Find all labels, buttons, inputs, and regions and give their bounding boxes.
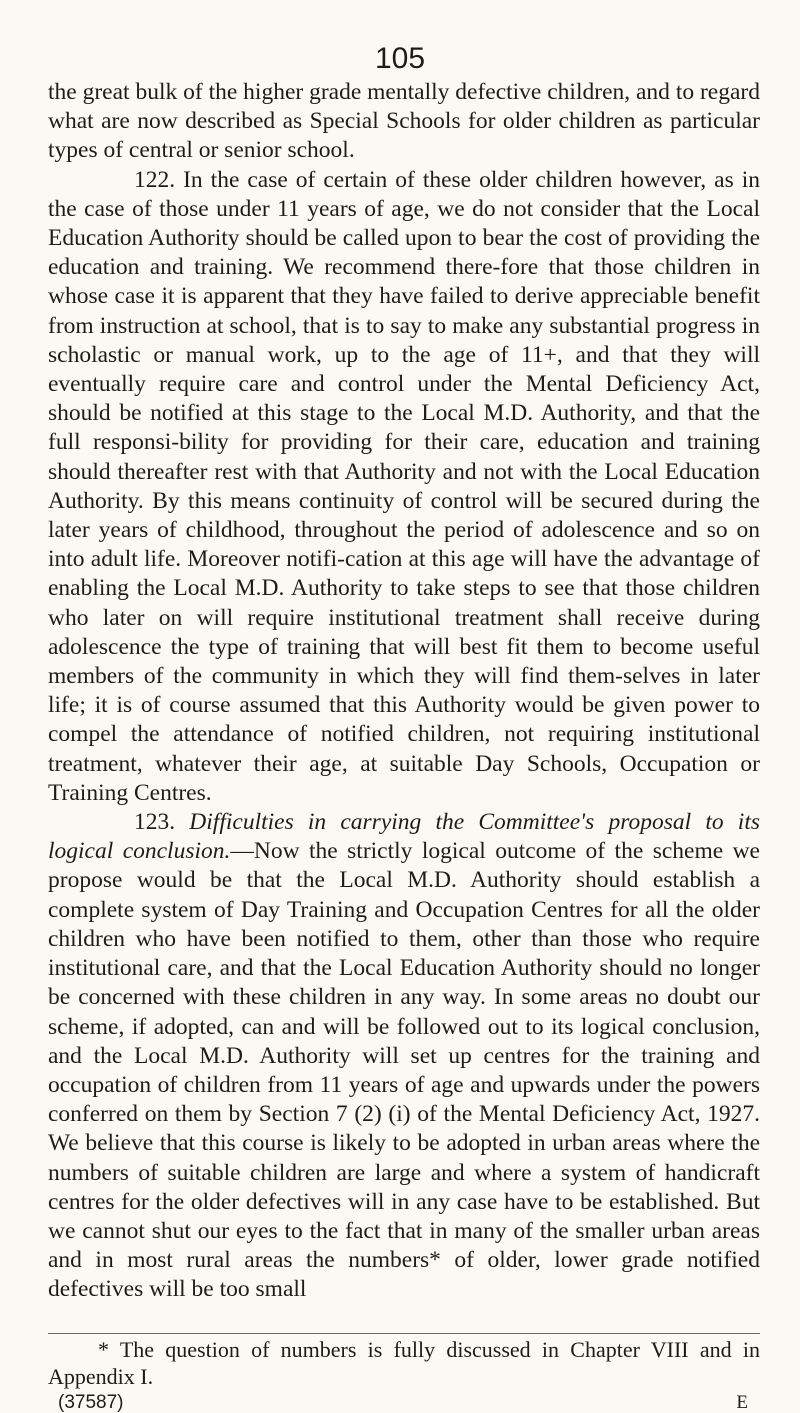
page-number: 105 [374, 42, 426, 75]
print-code: (37587) [58, 1392, 124, 1413]
footnote [48, 1336, 760, 1390]
paragraph-123-number: 123. [134, 809, 176, 836]
continuation-paragraph: the great bulk of the higher grade mentally defective children, and to regard what are now described as Special Schools for older children as particular types of central or senior school. [48, 79, 760, 164]
paragraph-123 [48, 808, 760, 1304]
paragraph-123-body: —Now the strictly logical outcome of the scheme we propose would be that the Local M.D. Authority should establish a complete system of Day Training and Occupation Centres for all the older children who have been notified to them, other than those who require institutional care, and that the Local Education Authority should no longer be concerned with these children in any way. In some areas no doubt our scheme, if adopted, can and will be followed out to its logical conclusion, and the Local M.D. Authority will set up centres for the training and occupation of children from 11 years of age and upwards under the powers conferred on them by Section 7 (2) (i) of the Mental Deficiency Act, 1927. We believe that this course is likely to be adopted in urban areas where the numbers of suitable children are large and where a system of handicraft centres for the older defectives will in any case have to be established. But we cannot shut our eyes to the fact that in many of the smaller urban areas and in most rural areas the numbers* of older, lower grade notified defectives will be too small [48, 838, 760, 1303]
footnote-divider [48, 1333, 760, 1334]
paragraph-122: 122. In the case of certain of these older children however, as in the case of those under 11 years of age, we do not consider that the Local Education Authority should be called upon to bear the cost of providing the education and training. We recommend there-fore that those children in whose case it is apparent that they have failed to derive appreciable benefit from instruction at school, that is to say to make any substantial progress in scholastic or manual work, up to the age of 11+, and that they will eventually require care and control under the Mental Deficiency Act, should be notified at this stage to the Local M.D. Authority, and that the full responsi-bility for providing for their care, education and training should thereafter rest with that Authority and not with the Local Education Authority. By this means continuity of control will be secured during the later years of childhood, throughout the period of adolescence and so on into adult life. Moreover notifi-cation at this age will have the advantage of enabling the Local M.D. Authority to take steps to see that those children who later on will require institutional treatment shall receive during adolescence the type of training that will best fit them to become useful members of the community in which they will find them-selves in later life; it is of course assumed that this Authority would be given power to compel the attendance of notified children, not requiring institutional treatment, whatever their age, at suitable Day Schools, Occupation or Training Centres. [48, 166, 760, 806]
footnote-text: * The question of numbers is fully discussed in Chapter VIII and in Appendix I. [48, 1337, 760, 1389]
paragraph-123-heading: Difficulties in carrying the Committee's proposal to its logical conclusion. [48, 809, 761, 865]
page-body [48, 78, 760, 1305]
signature-mark: E [736, 1392, 748, 1413]
